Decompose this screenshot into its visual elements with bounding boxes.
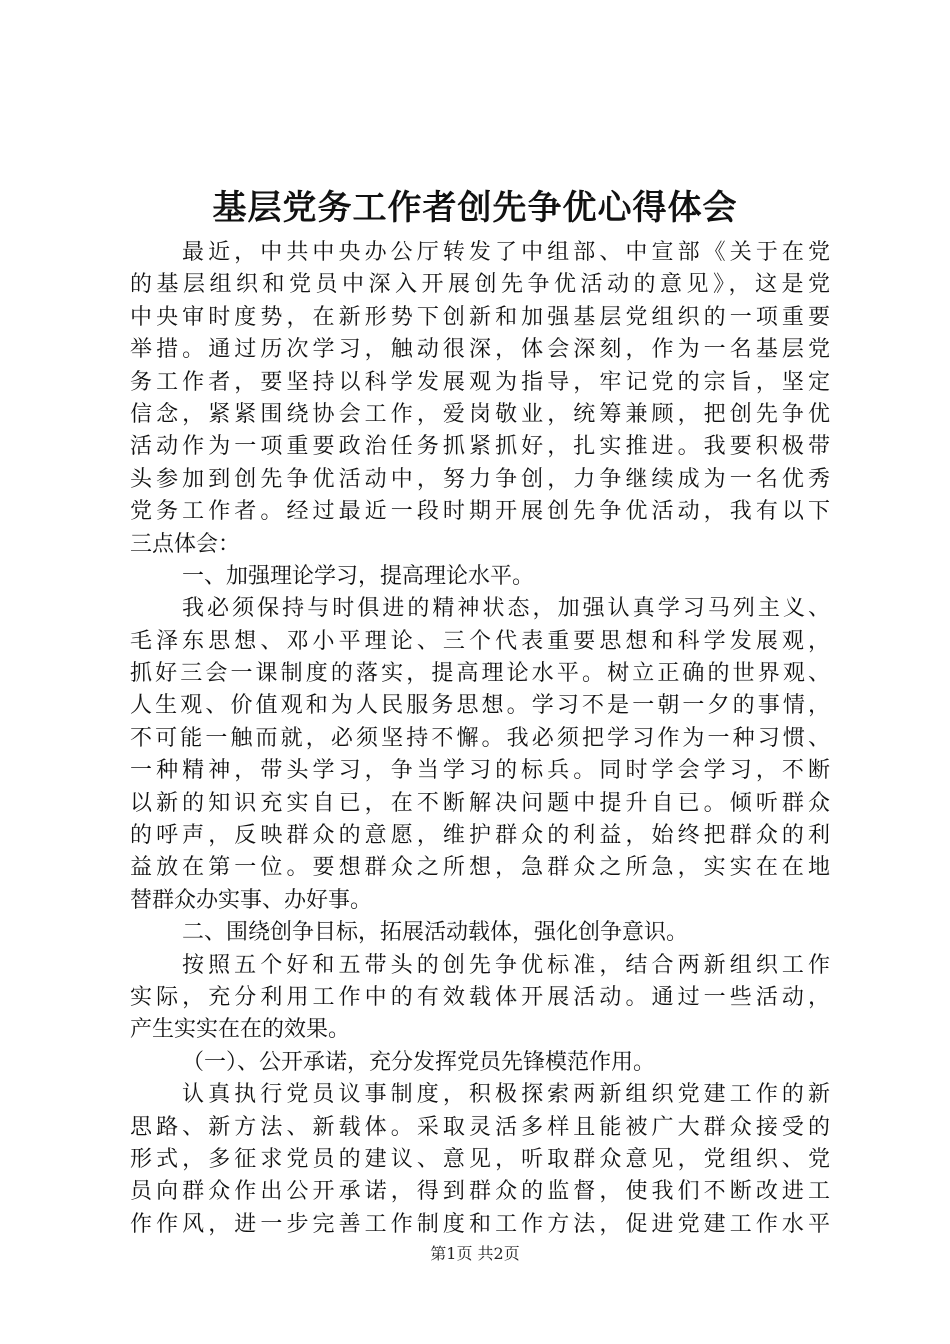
text-line: 产生实实在在的效果。 <box>130 1017 351 1043</box>
text-line: 益放在第一位。要想群众之所想，急群众之所急，实实在在地 <box>130 855 830 881</box>
document-title: 基层党务工作者创先争优心得体会 <box>212 188 738 228</box>
text-line: 党务工作者。经过最近一段时期开展创先争优活动，我有以下 <box>130 499 830 525</box>
text-line: 一种精神，带头学习，争当学习的标兵。同时学会学习，不断 <box>130 758 830 784</box>
text-line: 活动作为一项重要政治任务抓紧抓好，扎实推进。我要积极带 <box>130 434 830 460</box>
text-line: 二、围绕创争目标，拓展活动载体，强化创争意识。 <box>182 920 689 946</box>
text-line: 作作风，进一步完善工作制度和工作方法，促进党建工作水平 <box>130 1211 830 1237</box>
text-line: 抓好三会一课制度的落实，提高理论水平。树立正确的世界观、 <box>130 661 830 687</box>
text-line: 按照五个好和五带头的创先争优标准，结合两新组织工作 <box>182 952 830 978</box>
text-line: 最近，中共中央办公厅转发了中组部、中宣部《关于在党 <box>182 240 830 265</box>
text-line: 形式，多征求党员的建议、意见，听取群众意见，党组织、党 <box>130 1146 830 1172</box>
text-line: 的呼声，反映群众的意愿，维护群众的利益，始终把群众的利 <box>130 823 830 849</box>
document-body <box>130 237 830 1241</box>
text-line: 我必须保持与时俱进的精神状态，加强认真学习马列主义、 <box>182 596 830 622</box>
page-footer: 第1页 共2页 <box>430 1244 520 1263</box>
text-line: 头参加到创先争优活动中，努力争创，力争继续成为一名优秀 <box>130 466 830 492</box>
text-line: 中央审时度势，在新形势下创新和加强基层党组织的一项重要 <box>130 304 830 330</box>
text-line: 员向群众作出公开承诺，得到群众的监督，使我们不断改进工 <box>130 1179 830 1205</box>
text-line: 以新的知识充实自已，在不断解决问题中提升自已。倾听群众 <box>130 790 830 816</box>
text-line: 务工作者，要坚持以科学发展观为指导，牢记党的宗旨，坚定 <box>130 369 830 395</box>
text-line: 三点体会： <box>130 531 241 557</box>
text-line: 的基层组织和党员中深入开展创先争优活动的意见》，这是党 <box>130 272 830 298</box>
text-line: 举措。通过历次学习，触动很深，体会深刻，作为一名基层党 <box>130 337 830 363</box>
text-line: 认真执行党员议事制度，积极探索两新组织党建工作的新 <box>182 1082 830 1108</box>
text-line: 信念，紧紧围绕协会工作，爱岗敬业，统筹兼顾，把创先争优 <box>130 401 830 427</box>
text-line: 思路、新方法、新载体。采取灵活多样且能被广大群众接受的 <box>130 1114 830 1140</box>
text-line: 人生观、价值观和为人民服务思想。学习不是一朝一夕的事情， <box>130 693 830 719</box>
text-line: （一）、公开承诺，充分发挥党员先锋模范作用。 <box>182 1049 656 1075</box>
text-line: 一、加强理论学习，提高理论水平。 <box>182 563 535 589</box>
text-line: 替群众办实事、办好事。 <box>130 887 373 913</box>
text-line: 不可能一触而就，必须坚持不懈。我必须把学习作为一种习惯、 <box>130 725 830 751</box>
text-line: 实际，充分利用工作中的有效载体开展活动。通过一些活动， <box>130 984 830 1010</box>
text-line: 毛泽东思想、邓小平理论、三个代表重要思想和科学发展观， <box>130 628 830 654</box>
